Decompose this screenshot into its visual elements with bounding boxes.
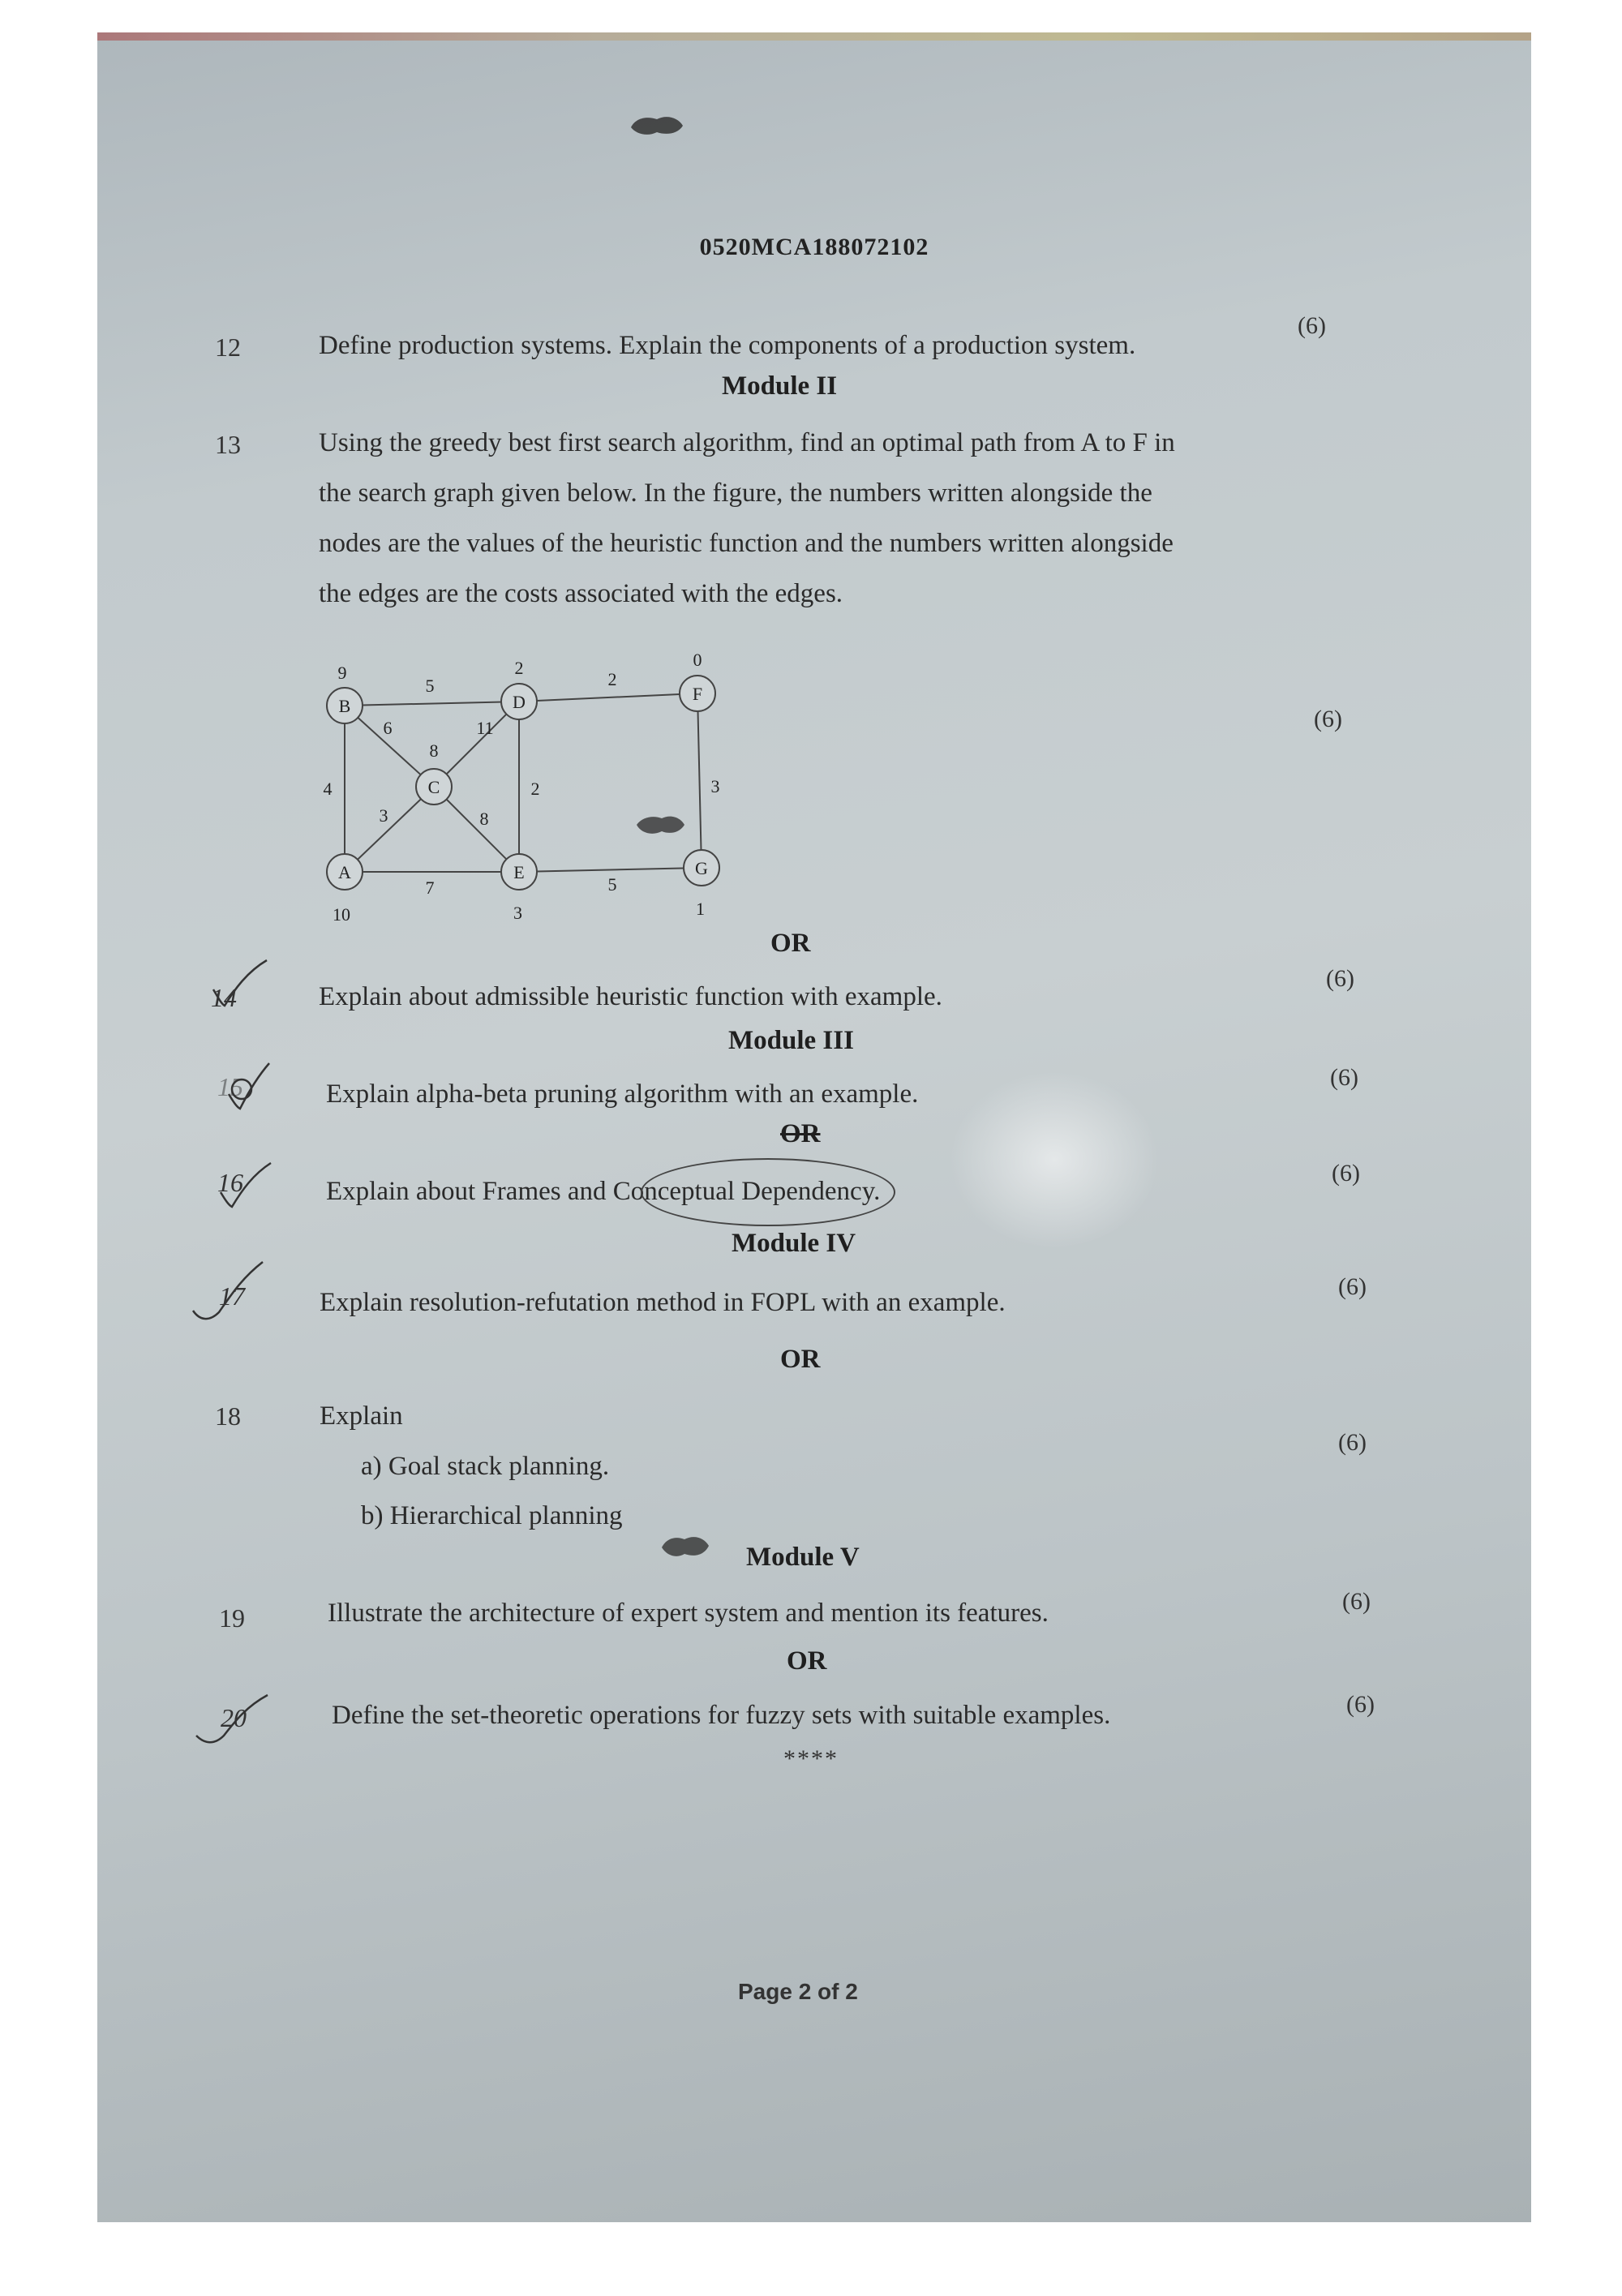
question-text: Illustrate the architecture of expert system and mention its features. <box>328 1599 1049 1628</box>
question-number: 13 <box>215 430 241 459</box>
edge-cost: 11 <box>476 718 494 738</box>
node-label: F <box>692 684 703 704</box>
question-text-line: the edges are the costs associated with the edges. <box>319 579 843 608</box>
edge-cost: 5 <box>425 676 435 696</box>
question-text-line: nodes are the values of the heuristic function and the numbers written alongside <box>319 529 1174 558</box>
heuristic-label: 10 <box>333 904 350 925</box>
question-text: Define production systems. Explain the components of a production system. <box>319 331 1136 360</box>
graph-edge <box>697 693 702 868</box>
light-glare <box>949 1071 1160 1249</box>
heuristic-label: 3 <box>513 903 522 923</box>
or-separator: OR <box>780 1119 821 1148</box>
end-stars: **** <box>783 1745 839 1772</box>
edge-cost: 4 <box>323 779 333 799</box>
paper-code: 0520MCA188072102 <box>699 234 929 260</box>
question-number: 18 <box>215 1401 241 1431</box>
module-heading: Module III <box>728 1026 854 1055</box>
search-graph <box>292 612 746 904</box>
ink-blot-icon <box>657 1531 714 1564</box>
node-label: C <box>427 777 440 797</box>
question-number: 17 <box>219 1281 245 1311</box>
graph-edge <box>519 868 702 872</box>
question-text: Explain alpha-beta pruning algorithm with an example. <box>326 1079 919 1109</box>
question-number: 12 <box>215 333 241 362</box>
marks: (6) <box>1346 1691 1375 1718</box>
edge-cost: 2 <box>607 669 617 689</box>
question-text: Define the set-theoretic operations for fuzzy sets with suitable examples. <box>332 1701 1111 1730</box>
pencil-circle-mark <box>641 1158 895 1226</box>
heuristic-label: 0 <box>693 650 702 670</box>
question-number: 15 <box>217 1072 243 1101</box>
module-heading: Module IV <box>732 1229 856 1258</box>
question-text: Explain about Frames and Conceptual Dependency. <box>326 1177 881 1206</box>
question-text: Explain resolution-refutation method in FOPL with an example. <box>320 1288 1006 1317</box>
edge-cost: 3 <box>379 805 388 826</box>
marks: (6) <box>1338 1273 1367 1300</box>
edge-cost: 2 <box>530 779 540 799</box>
heuristic-label: 1 <box>696 899 705 919</box>
marks: (6) <box>1330 1064 1358 1091</box>
marks: (6) <box>1342 1588 1371 1615</box>
edge-cost: 5 <box>607 874 617 895</box>
edge-cost: 3 <box>710 776 720 796</box>
marks: (6) <box>1338 1429 1367 1456</box>
node-label: E <box>513 862 525 882</box>
question-text: Explain <box>320 1401 403 1431</box>
ink-blot-icon <box>624 109 689 142</box>
graph-edge <box>519 693 697 702</box>
question-number: 20 <box>221 1703 247 1732</box>
node-label: A <box>338 862 351 882</box>
node-label: D <box>513 692 526 712</box>
edge-cost: 7 <box>425 878 435 898</box>
marks: (6) <box>1298 312 1326 339</box>
question-number: 16 <box>217 1168 243 1197</box>
node-label: G <box>695 858 708 878</box>
sub-question: a) Goal stack planning. <box>361 1452 610 1481</box>
question-text-line: the search graph given below. In the figure, the numbers written alongside the <box>319 479 1152 508</box>
marks: (6) <box>1326 965 1354 992</box>
or-separator: OR <box>787 1646 827 1676</box>
graph-edge <box>345 702 519 706</box>
question-number: 14 <box>211 983 237 1012</box>
module-heading: Module II <box>722 371 838 401</box>
page-number: Page 2 of 2 <box>738 1979 858 2004</box>
node-label: B <box>338 696 351 716</box>
module-heading: Module V <box>746 1543 860 1572</box>
heuristic-label: 2 <box>514 658 524 678</box>
or-separator: OR <box>770 929 811 958</box>
edge-cost: 8 <box>479 809 489 829</box>
sub-question: b) Hierarchical planning <box>361 1501 623 1530</box>
exam-paper <box>97 32 1531 2222</box>
question-text: Explain about admissible heuristic function with example. <box>319 982 942 1011</box>
heuristic-label: 8 <box>429 740 439 761</box>
question-number: 19 <box>219 1603 245 1633</box>
heuristic-label: 9 <box>337 663 347 683</box>
edge-cost: 6 <box>383 718 393 738</box>
marks: (6) <box>1314 706 1342 732</box>
marks: (6) <box>1332 1160 1360 1187</box>
or-separator: OR <box>780 1345 821 1374</box>
question-text-line: Using the greedy best first search algorithm, find an optimal path from A to F in <box>319 428 1175 457</box>
